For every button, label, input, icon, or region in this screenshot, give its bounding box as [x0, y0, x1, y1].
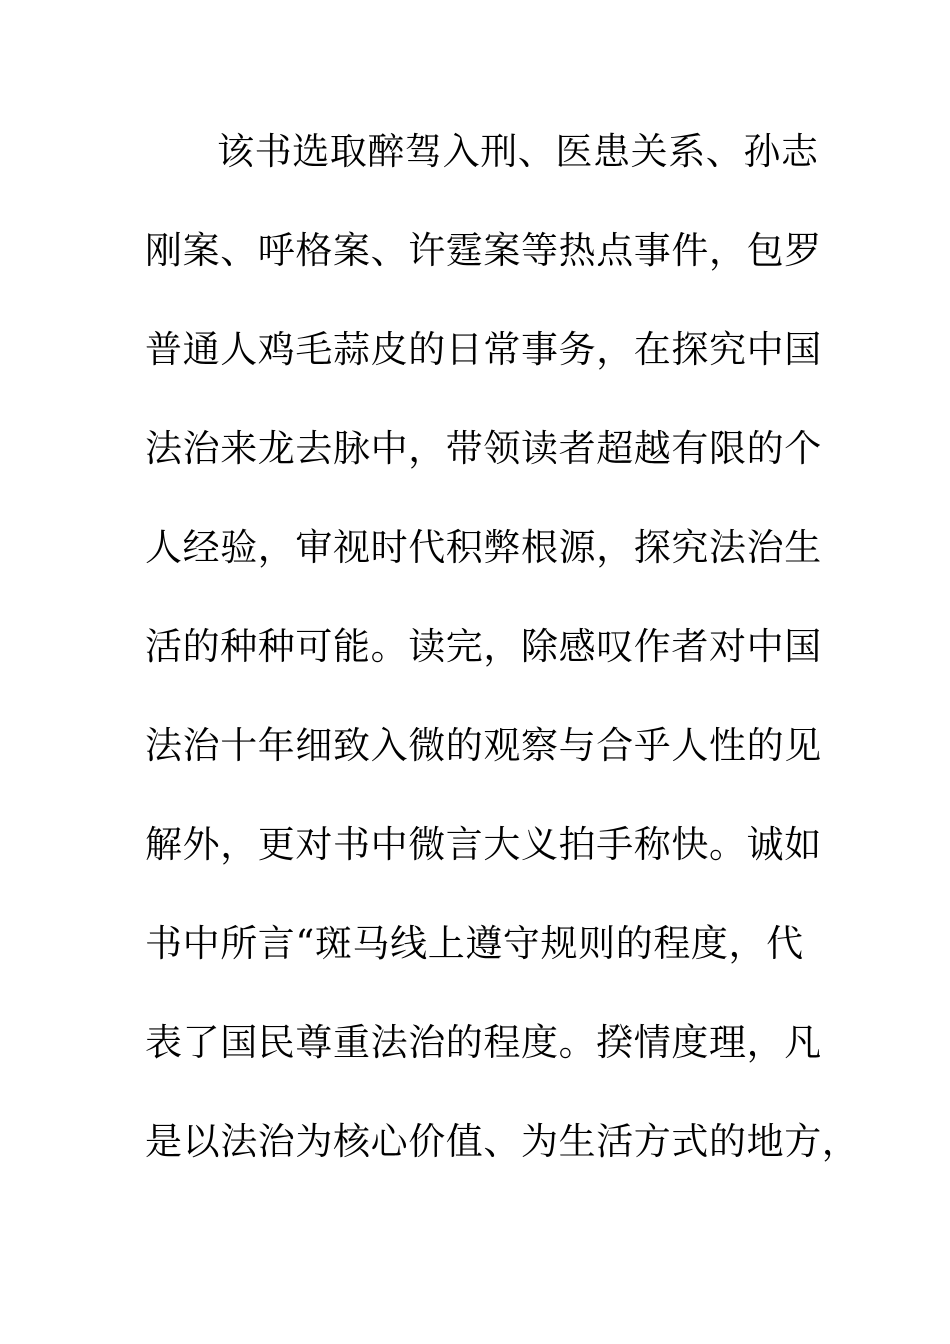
text-line: 普通人鸡毛蒜皮的日常事务，在探究中国	[145, 328, 822, 371]
text-line: 是以法治为核心价值、为生活方式的地方，	[145, 1120, 860, 1163]
text-line: 解外，更对书中微言大义拍手称快。诚如	[145, 823, 822, 866]
text-line: 书中所言“斑马线上遵守规则的程度，代	[145, 922, 804, 965]
body-paragraph	[145, 124, 860, 1213]
text-line: 刚案、呼格案、许霆案等热点事件，包罗	[145, 229, 822, 272]
text-line: 法治来龙去脉中，带领读者超越有限的个	[145, 427, 822, 470]
text-line: 该书选取醉驾入刑、医患关系、孙志	[217, 130, 819, 173]
text-line: 活的种种可能。读完，除感叹作者对中国	[145, 625, 822, 668]
text-line: 人经验，审视时代积弊根源，探究法治生	[145, 526, 822, 569]
text-line: 法治十年细致入微的观察与合乎人性的见	[145, 724, 822, 767]
text-line: 表了国民尊重法治的程度。揆情度理，凡	[145, 1021, 822, 1064]
